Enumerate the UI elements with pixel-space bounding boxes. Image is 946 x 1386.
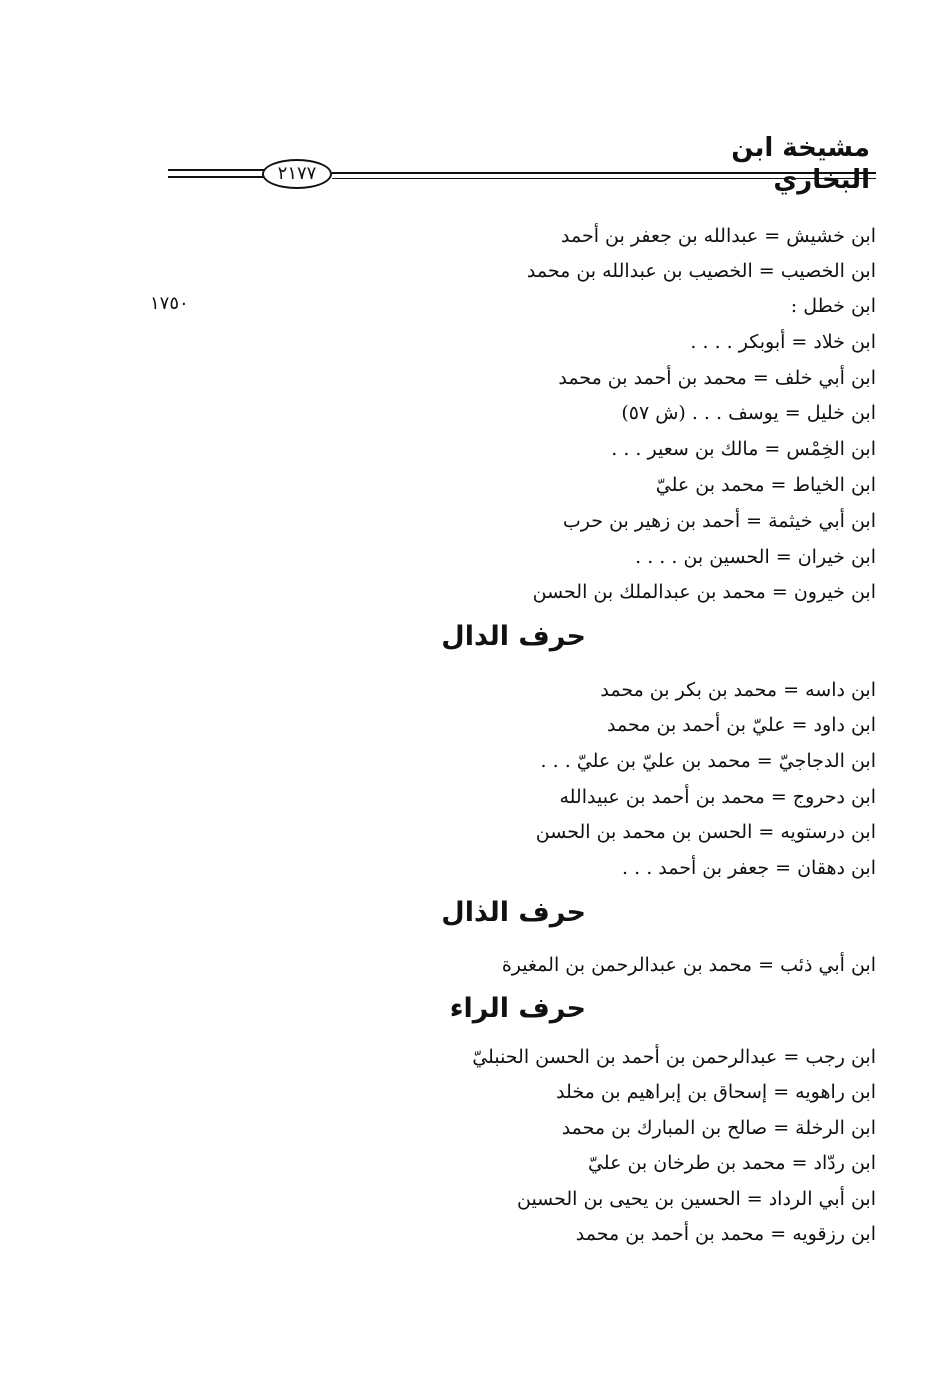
entry-line: ابن أبي خلف = محمد بن أحمد بن محمد <box>558 367 876 389</box>
entry-line: ابن خيران = الحسين بن . . . . <box>635 546 876 568</box>
entry-line: ابن دهقان = جعفر بن أحمد . . . <box>622 857 876 879</box>
header-rule-right-thin <box>332 178 876 179</box>
entry-line: ابن خشيش = عبدالله بن جعفر بن أحمد <box>561 225 876 247</box>
entry-line: ابن داسه = محمد بن بكر بن محمد <box>600 679 876 701</box>
entry-line: ابن خطل : <box>790 295 876 317</box>
section-heading: حرف الذال <box>441 897 586 928</box>
entry-line: ابن ردّاد = محمد بن طرخان بن عليّ <box>587 1152 876 1174</box>
entry-line: ابن الخِمْس = مالك بن سعير . . . <box>611 438 876 460</box>
entry-line: ابن أبي الرداد = الحسين بن يحيى بن الحسين <box>516 1188 876 1210</box>
header-rule-left-bottom <box>168 176 264 178</box>
section-heading: حرف الراء <box>449 993 586 1024</box>
running-title: مشيخة ابن البخاري <box>731 133 870 195</box>
entry-line: ابن الرخلة = صالح بن المبارك بن محمد <box>561 1117 876 1139</box>
section-heading: حرف الدال <box>441 621 586 652</box>
entry-line: ابن خلاد = أبوبكر . . . . <box>690 331 876 353</box>
header-rule-right-thick <box>332 172 876 174</box>
page-number-badge <box>262 159 332 189</box>
entry-line: ابن خليل = يوسف . . . (ش ٥٧) <box>621 402 876 424</box>
entry-line: ابن الخياط = محمد بن عليّ <box>655 474 876 496</box>
entry-line: ابن راهويه = إسحاق بن إبراهيم بن مخلد <box>556 1081 876 1103</box>
entry-line: ابن أبي خيثمة = أحمد بن زهير بن حرب <box>562 510 876 532</box>
page-number: ٢١٧٧ <box>277 163 317 184</box>
entry-line: ابن أبي ذئب = محمد بن عبدالرحمن بن المغيرة <box>501 954 876 976</box>
entry-line: ابن رزقويه = محمد بن أحمد بن محمد <box>575 1223 876 1245</box>
entry-line: ابن دحروج = محمد بن أحمد بن عبيدالله <box>559 786 876 808</box>
entry-line: ابن رجب = عبدالرحمن بن أحمد بن الحسن الحنبليّ <box>472 1046 876 1068</box>
entry-line: ابن خيرون = محمد بن عبدالملك بن الحسن <box>532 581 876 603</box>
entry-line: ابن الدجاجيّ = محمد بن عليّ بن عليّ . . . <box>540 750 876 772</box>
entry-line: ابن الخصيب = الخصيب بن عبدالله بن محمد <box>526 260 876 282</box>
entry-line: ابن داود = عليّ بن أحمد بن محمد <box>607 714 876 736</box>
entry-line: ابن درستويه = الحسن بن محمد بن الحسن <box>535 821 876 843</box>
header-rule-left-top <box>168 169 264 171</box>
margin-note: ١٧٥٠ <box>150 293 189 314</box>
